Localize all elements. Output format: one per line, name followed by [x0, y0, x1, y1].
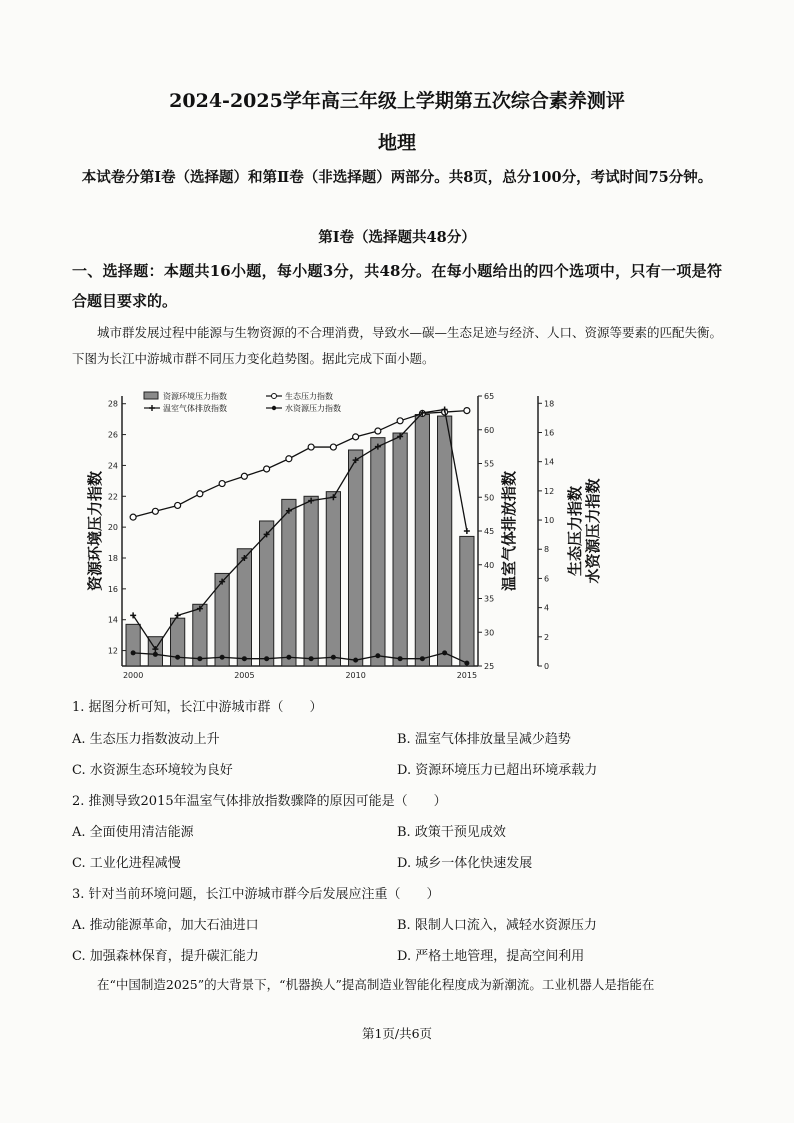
question-2-option-d[interactable]: D. 城乡一体化快速发展: [397, 856, 533, 871]
resource-pressure-bar: [282, 499, 296, 666]
ecological-pressure-point: [375, 428, 381, 434]
exam-title: 2024-2025学年高三年级上学期第五次综合素养测评: [169, 90, 625, 112]
right-tick-label: 10: [544, 516, 555, 526]
right-tick-label: 0: [544, 662, 550, 671]
water-pressure-point: [175, 655, 180, 660]
page-footer: 第1页/共6页: [361, 1026, 433, 1041]
question-1-option-c[interactable]: C. 水资源生态环境较为良好: [72, 763, 233, 778]
ecological-pressure-point: [241, 473, 247, 479]
question-2-option-a[interactable]: A. 全面使用清洁能源: [72, 825, 194, 840]
resource-pressure-bar: [260, 521, 274, 666]
right-tick-label: 6: [544, 574, 550, 584]
left-tick-label: 12: [107, 646, 118, 656]
resource-pressure-bar: [237, 549, 251, 666]
left-tick-label: 24: [107, 461, 118, 471]
left-tick-label: 28: [107, 399, 118, 409]
water-pressure-point: [286, 655, 291, 660]
question-2-option-b[interactable]: B. 政策干预见成效: [397, 825, 506, 840]
middle-tick-label: 25: [484, 662, 495, 671]
water-pressure-point: [153, 652, 158, 657]
ecological-pressure-point: [175, 502, 181, 508]
question-3-stem: 3. 针对当前环境问题，长江中游城市群今后发展应注重（ ）: [72, 887, 440, 902]
ecological-pressure-point: [130, 514, 136, 520]
question-2-stem: 2. 推测导致2015年温室气体排放指数骤降的原因可能是（ ）: [72, 794, 447, 809]
resource-pressure-bar: [326, 492, 340, 666]
legend-label: 水资源压力指数: [285, 404, 341, 413]
middle-tick-label: 50: [484, 493, 495, 503]
subject-title: 地理: [377, 132, 416, 154]
water-pressure-point: [220, 655, 225, 660]
ecological-pressure-point: [264, 466, 270, 472]
right-tick-label: 18: [544, 399, 555, 409]
legend-marker: [272, 394, 277, 399]
water-pressure-point: [420, 656, 425, 661]
part-title: 第Ⅰ卷（选择题共48分）: [318, 229, 476, 246]
legend-swatch-bar: [144, 392, 158, 399]
left-tick-label: 26: [107, 430, 118, 440]
left-tick-label: 20: [107, 523, 118, 533]
legend-label: 温室气体排放指数: [163, 404, 227, 413]
right-tick-label: 8: [544, 545, 550, 555]
middle-tick-label: 55: [484, 459, 495, 469]
right-tick-label: 2: [544, 632, 550, 642]
pressure-trend-chart: [86, 382, 606, 682]
right-tick-label: 12: [544, 486, 555, 496]
right-tick-label: 14: [544, 457, 555, 467]
water-pressure-point: [197, 656, 202, 661]
question-1-option-d[interactable]: D. 资源环境压力已超出环境承载力: [397, 763, 598, 778]
resource-pressure-bar: [349, 450, 363, 666]
resource-pressure-bar: [438, 416, 452, 666]
resource-pressure-bar: [371, 438, 385, 666]
water-pressure-point: [131, 650, 136, 655]
water-pressure-point: [331, 655, 336, 660]
left-tick-label: 14: [107, 615, 118, 625]
question-intro: 城市群发展过程中能源与生物资源的不合理消费，导致水—碳—生态足迹与经济、人口、资源等要素的匹配失衡。下图为长江中游城市群不同压力变化趋势图。据此完成下面小题。: [72, 325, 723, 366]
question-1-option-a[interactable]: A. 生态压力指数波动上升: [72, 732, 220, 747]
ecological-pressure-point: [330, 444, 336, 450]
middle-tick-label: 60: [484, 425, 495, 435]
water-pressure-point: [442, 650, 447, 655]
ecological-pressure-point: [397, 418, 403, 424]
legend-marker: [272, 406, 276, 410]
x-tick-label: 2010: [345, 671, 366, 680]
x-tick-label: 2000: [122, 671, 144, 680]
legend-label: 生态压力指数: [285, 392, 333, 401]
left-tick-label: 16: [107, 584, 118, 594]
x-tick-label: 2005: [234, 671, 255, 680]
resource-pressure-bar: [415, 415, 429, 666]
middle-tick-label: 65: [484, 392, 495, 401]
middle-tick-label: 40: [484, 560, 495, 570]
ecological-pressure-point: [353, 434, 359, 440]
exam-notice: 本试卷分第Ⅰ卷（选择题）和第Ⅱ卷（非选择题）两部分。共8页，总分100分，考试时间75分钟。: [81, 169, 713, 186]
middle-axis-title: 温室气体排放指数: [500, 470, 518, 592]
question-3-option-b[interactable]: B. 限制人口流入，减轻水资源压力: [397, 918, 597, 933]
middle-tick-label: 45: [484, 527, 495, 536]
legend-marker: [149, 405, 155, 411]
water-pressure-point: [309, 656, 314, 661]
ghg-emission-point: [464, 528, 470, 534]
middle-tick-label: 30: [484, 628, 495, 638]
ecological-pressure-point: [197, 491, 203, 497]
ecological-pressure-point: [308, 444, 314, 450]
right-tick-label: 16: [544, 428, 555, 438]
right-tick-label: 4: [544, 603, 550, 613]
water-pressure-point: [398, 656, 403, 661]
water-pressure-point: [242, 656, 247, 661]
ecological-pressure-point: [219, 481, 225, 487]
section-title: 一、选择题：本题共16小题，每小题3分，共48分。在每小题给出的四个选项中，只有一项是符合题目要求的。: [72, 262, 722, 310]
left-axis-title: 资源环境压力指数: [86, 470, 104, 592]
water-pressure-point: [264, 656, 269, 661]
right-axis-title-2: 水资源压力指数: [584, 478, 602, 584]
question-1-option-b[interactable]: B. 温室气体排放量呈减少趋势: [397, 732, 571, 747]
ecological-pressure-point: [464, 408, 470, 414]
question-3-option-a[interactable]: A. 推动能源革命，加大石油进口: [72, 918, 259, 933]
left-tick-label: 22: [107, 492, 118, 502]
next-question-intro: 在“中国制造2025”的大背景下，“机器换人”提高制造业智能化程度成为新潮流。工业机器人是指能在: [97, 977, 655, 992]
right-axis-title-1: 生态压力指数: [566, 485, 584, 577]
question-3-option-c[interactable]: C. 加强森林保育，提升碳汇能力: [72, 949, 259, 964]
ecological-pressure-point: [152, 508, 158, 514]
middle-tick-label: 35: [484, 594, 495, 604]
question-2-option-c[interactable]: C. 工业化进程减慢: [72, 856, 181, 871]
water-pressure-point: [353, 658, 358, 663]
ecological-pressure-point: [286, 456, 292, 462]
question-3-option-d[interactable]: D. 严格土地管理，提高空间利用: [397, 949, 585, 964]
resource-pressure-bar: [393, 433, 407, 666]
resource-pressure-bar: [304, 496, 318, 666]
x-tick-label: 2015: [456, 671, 478, 680]
resource-pressure-bar: [126, 624, 140, 666]
water-pressure-point: [464, 661, 469, 666]
question-1-stem: 1. 据图分析可知，长江中游城市群（ ）: [72, 700, 323, 715]
legend-label: 资源环境压力指数: [163, 392, 227, 401]
water-pressure-point: [375, 653, 380, 658]
left-tick-label: 18: [107, 554, 118, 563]
resource-pressure-bar: [460, 536, 474, 666]
